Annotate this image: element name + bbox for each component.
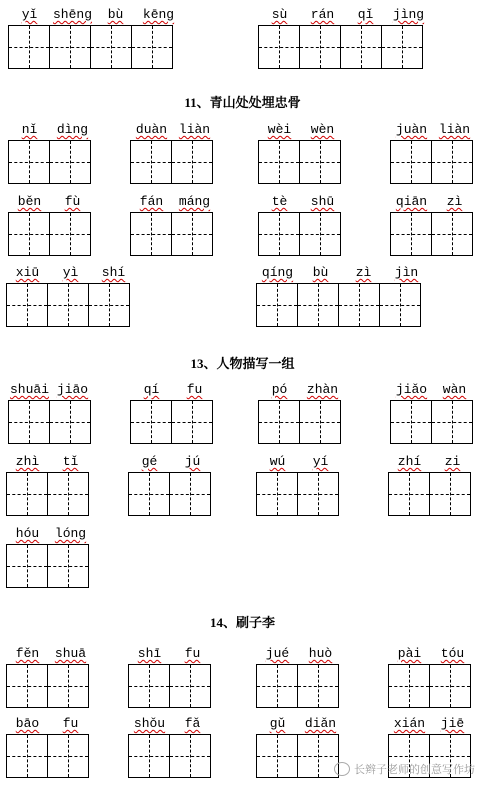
writing-boxes [258, 25, 422, 69]
writing-boxes [6, 664, 88, 708]
tianzige-box[interactable] [8, 400, 50, 444]
pinyin-syllable: zhàn [306, 382, 339, 397]
pinyin-syllable: jìn [394, 265, 419, 280]
tianzige-box[interactable] [256, 283, 298, 327]
pinyin-row [8, 380, 94, 400]
tianzige-box[interactable] [8, 25, 50, 69]
tianzige-box[interactable] [256, 734, 298, 778]
word-group [130, 120, 216, 184]
pinyin-syllable: fù [64, 194, 81, 209]
word-group [390, 380, 476, 444]
pinyin-syllable: lóng [54, 526, 87, 541]
writing-boxes [8, 25, 172, 69]
pinyin-syllable: wú [269, 454, 286, 469]
pinyin-syllable: sù [271, 7, 288, 22]
pinyin-syllable: zhì [15, 454, 40, 469]
writing-boxes [130, 140, 212, 184]
pinyin-syllable: wèn [310, 122, 335, 137]
pinyin-row [256, 263, 428, 283]
tianzige-box[interactable] [388, 472, 430, 516]
tianzige-box[interactable] [6, 283, 48, 327]
pinyin-row [128, 644, 214, 664]
pinyin-syllable: tè [271, 194, 288, 209]
tianzige-box[interactable] [130, 140, 172, 184]
pinyin-syllable: shū [310, 194, 335, 209]
pinyin-syllable: bù [107, 7, 124, 22]
tianzige-box[interactable] [130, 400, 172, 444]
pinyin-syllable: yǐ [21, 7, 38, 22]
pinyin-syllable: juàn [395, 122, 428, 137]
pinyin-syllable: fu [184, 646, 201, 661]
pinyin-syllable: nǐ [21, 122, 38, 137]
wechat-icon [334, 762, 350, 776]
pinyin-syllable: zì [355, 265, 372, 280]
tianzige-box[interactable] [429, 472, 471, 516]
tianzige-box[interactable] [128, 664, 170, 708]
pinyin-syllable: zhí [397, 454, 422, 469]
writing-boxes [258, 400, 340, 444]
pinyin-syllable: hóu [15, 526, 40, 541]
pinyin-row [256, 714, 342, 734]
writing-boxes [128, 734, 210, 778]
tianzige-box[interactable] [6, 544, 48, 588]
tianzige-box[interactable] [6, 734, 48, 778]
pinyin-row [256, 452, 342, 472]
pinyin-syllable: zì [446, 194, 463, 209]
pinyin-syllable: wèi [267, 122, 292, 137]
writing-boxes [130, 400, 212, 444]
pinyin-syllable: shǒu [133, 716, 166, 731]
tianzige-box[interactable] [431, 212, 473, 256]
tianzige-box[interactable] [338, 283, 380, 327]
word-group [258, 192, 344, 256]
word-group [388, 644, 474, 708]
pinyin-syllable: fǎ [184, 716, 201, 731]
writing-boxes [256, 283, 420, 327]
word-group [256, 452, 342, 516]
pinyin-row [8, 192, 94, 212]
pinyin-syllable: shuāi [9, 382, 49, 397]
pinyin-row [388, 714, 474, 734]
pinyin-row [256, 644, 342, 664]
tianzige-box[interactable] [390, 400, 432, 444]
tianzige-box[interactable] [169, 472, 211, 516]
tianzige-box[interactable] [6, 472, 48, 516]
tianzige-box[interactable] [299, 140, 341, 184]
tianzige-box[interactable] [299, 25, 341, 69]
pinyin-syllable: máng [178, 194, 211, 209]
writing-boxes [388, 472, 470, 516]
pinyin-syllable: jué [265, 646, 290, 661]
word-group [130, 380, 216, 444]
writing-boxes [8, 140, 90, 184]
tianzige-box[interactable] [47, 544, 89, 588]
tianzige-box[interactable] [171, 140, 213, 184]
pinyin-syllable: shuā [54, 646, 87, 661]
pinyin-syllable: xiū [15, 265, 40, 280]
pinyin-syllable: jìng [392, 7, 425, 22]
pinyin-syllable: pài [397, 646, 422, 661]
writing-boxes [256, 734, 338, 778]
pinyin-syllable: yí [312, 454, 329, 469]
writing-boxes [6, 734, 88, 778]
tianzige-box[interactable] [47, 283, 89, 327]
tianzige-box[interactable] [390, 140, 432, 184]
pinyin-syllable: běn [17, 194, 42, 209]
tianzige-box[interactable] [256, 664, 298, 708]
pinyin-row [128, 714, 214, 734]
tianzige-box[interactable] [258, 140, 300, 184]
pinyin-row [390, 192, 476, 212]
section-title-14: 14、刷子李 [209, 615, 275, 630]
writing-boxes [6, 283, 129, 327]
tianzige-box[interactable] [258, 400, 300, 444]
writing-boxes [6, 544, 88, 588]
writing-boxes [8, 400, 90, 444]
word-group [6, 644, 92, 708]
pinyin-syllable: diǎn [304, 716, 337, 731]
tianzige-box[interactable] [171, 400, 213, 444]
word-group [8, 120, 94, 184]
pinyin-syllable: liàn [438, 122, 471, 137]
writing-boxes [256, 664, 338, 708]
word-group [6, 263, 135, 327]
pinyin-row [6, 524, 92, 544]
pinyin-row [6, 452, 92, 472]
pinyin-row [258, 192, 344, 212]
tianzige-box[interactable] [49, 140, 91, 184]
tianzige-box[interactable] [258, 25, 300, 69]
tianzige-box[interactable] [130, 212, 172, 256]
writing-boxes [390, 140, 472, 184]
tianzige-box[interactable] [47, 734, 89, 778]
tianzige-box[interactable] [131, 25, 173, 69]
pinyin-row [258, 380, 344, 400]
word-group [256, 644, 342, 708]
watermark-text: 长辫子老师的创意写作坊 [354, 764, 475, 776]
pinyin-row [128, 452, 214, 472]
word-group [8, 5, 180, 69]
writing-boxes [390, 212, 472, 256]
tianzige-box[interactable] [171, 212, 213, 256]
pinyin-row [388, 644, 474, 664]
pinyin-syllable: qǐ [357, 7, 374, 22]
word-group [8, 380, 94, 444]
word-group [390, 192, 476, 256]
word-group [258, 5, 430, 69]
writing-boxes [8, 212, 90, 256]
pinyin-syllable: tǐ [62, 454, 79, 469]
pinyin-row [8, 120, 94, 140]
tianzige-box[interactable] [49, 25, 91, 69]
section-title-11: 11、青山处处埋忠骨 [184, 95, 301, 110]
tianzige-box[interactable] [90, 25, 132, 69]
word-group [388, 452, 474, 516]
pinyin-syllable: jiǎo [395, 382, 428, 397]
pinyin-syllable: duàn [135, 122, 168, 137]
word-group [128, 714, 214, 778]
tianzige-box[interactable] [299, 212, 341, 256]
tianzige-box[interactable] [88, 283, 130, 327]
pinyin-row [130, 192, 216, 212]
tianzige-box[interactable] [297, 664, 339, 708]
pinyin-row [258, 5, 430, 25]
tianzige-box[interactable] [169, 664, 211, 708]
pinyin-syllable: shī [137, 646, 162, 661]
pinyin-syllable: gǔ [269, 716, 286, 731]
watermark [334, 761, 475, 777]
pinyin-row [6, 644, 92, 664]
tianzige-box[interactable] [49, 212, 91, 256]
tianzige-box[interactable] [297, 472, 339, 516]
pinyin-syllable: jiē [440, 716, 465, 731]
pinyin-row [130, 120, 216, 140]
tianzige-box[interactable] [258, 212, 300, 256]
pinyin-syllable: qiān [395, 194, 428, 209]
pinyin-row [6, 263, 135, 283]
pinyin-syllable: gé [141, 454, 158, 469]
writing-boxes [128, 664, 210, 708]
pinyin-syllable: fu [186, 382, 203, 397]
pinyin-row [8, 5, 180, 25]
tianzige-box[interactable] [388, 664, 430, 708]
pinyin-syllable: yì [62, 265, 79, 280]
pinyin-syllable: fán [139, 194, 164, 209]
pinyin-syllable: jiāo [56, 382, 89, 397]
writing-boxes [6, 472, 88, 516]
pinyin-syllable: jú [184, 454, 201, 469]
pinyin-syllable: shēng [52, 7, 92, 22]
section-title-13: 13、人物描写一组 [190, 356, 295, 371]
tianzige-box[interactable] [297, 734, 339, 778]
tianzige-box[interactable] [256, 472, 298, 516]
tianzige-box[interactable] [49, 400, 91, 444]
word-group [6, 524, 92, 588]
pinyin-row [390, 120, 476, 140]
pinyin-syllable: fu [62, 716, 79, 731]
pinyin-row [390, 380, 476, 400]
pinyin-syllable: qí [143, 382, 160, 397]
pinyin-syllable: shí [101, 265, 126, 280]
pinyin-row [388, 452, 474, 472]
pinyin-syllable: huò [308, 646, 333, 661]
writing-boxes [258, 212, 340, 256]
tianzige-box[interactable] [431, 140, 473, 184]
word-group [128, 644, 214, 708]
pinyin-syllable: zi [444, 454, 461, 469]
tianzige-box[interactable] [47, 664, 89, 708]
pinyin-row [6, 714, 92, 734]
tianzige-box[interactable] [379, 283, 421, 327]
pinyin-syllable: qíng [261, 265, 294, 280]
tianzige-box[interactable] [169, 734, 211, 778]
writing-boxes [128, 472, 210, 516]
word-group [258, 120, 344, 184]
tianzige-box[interactable] [431, 400, 473, 444]
pinyin-syllable: dìng [56, 122, 89, 137]
pinyin-syllable: fěn [15, 646, 40, 661]
word-group [6, 714, 92, 778]
word-group [8, 192, 94, 256]
pinyin-syllable: xián [393, 716, 426, 731]
tianzige-box[interactable] [8, 140, 50, 184]
writing-boxes [256, 472, 338, 516]
tianzige-box[interactable] [299, 400, 341, 444]
word-group [130, 192, 216, 256]
word-group [256, 714, 342, 778]
tianzige-box[interactable] [128, 734, 170, 778]
pinyin-syllable: liàn [178, 122, 211, 137]
word-group [6, 452, 92, 516]
word-group [256, 263, 428, 327]
tianzige-box[interactable] [390, 212, 432, 256]
pinyin-row [258, 120, 344, 140]
writing-boxes [258, 140, 340, 184]
tianzige-box[interactable] [6, 664, 48, 708]
pinyin-syllable: rán [310, 7, 335, 22]
pinyin-syllable: bāo [15, 716, 40, 731]
pinyin-syllable: bù [312, 265, 329, 280]
pinyin-syllable: tóu [440, 646, 465, 661]
tianzige-box[interactable] [429, 664, 471, 708]
pinyin-row [130, 380, 216, 400]
tianzige-box[interactable] [340, 25, 382, 69]
pinyin-syllable: wàn [442, 382, 467, 397]
tianzige-box[interactable] [297, 283, 339, 327]
writing-boxes [390, 400, 472, 444]
word-group [128, 452, 214, 516]
tianzige-box[interactable] [8, 212, 50, 256]
writing-boxes [388, 664, 470, 708]
pinyin-syllable: kēng [142, 7, 175, 22]
pinyin-syllable: pó [271, 382, 288, 397]
word-group [258, 380, 344, 444]
tianzige-box[interactable] [47, 472, 89, 516]
tianzige-box[interactable] [381, 25, 423, 69]
word-group [390, 120, 476, 184]
writing-boxes [130, 212, 212, 256]
tianzige-box[interactable] [128, 472, 170, 516]
